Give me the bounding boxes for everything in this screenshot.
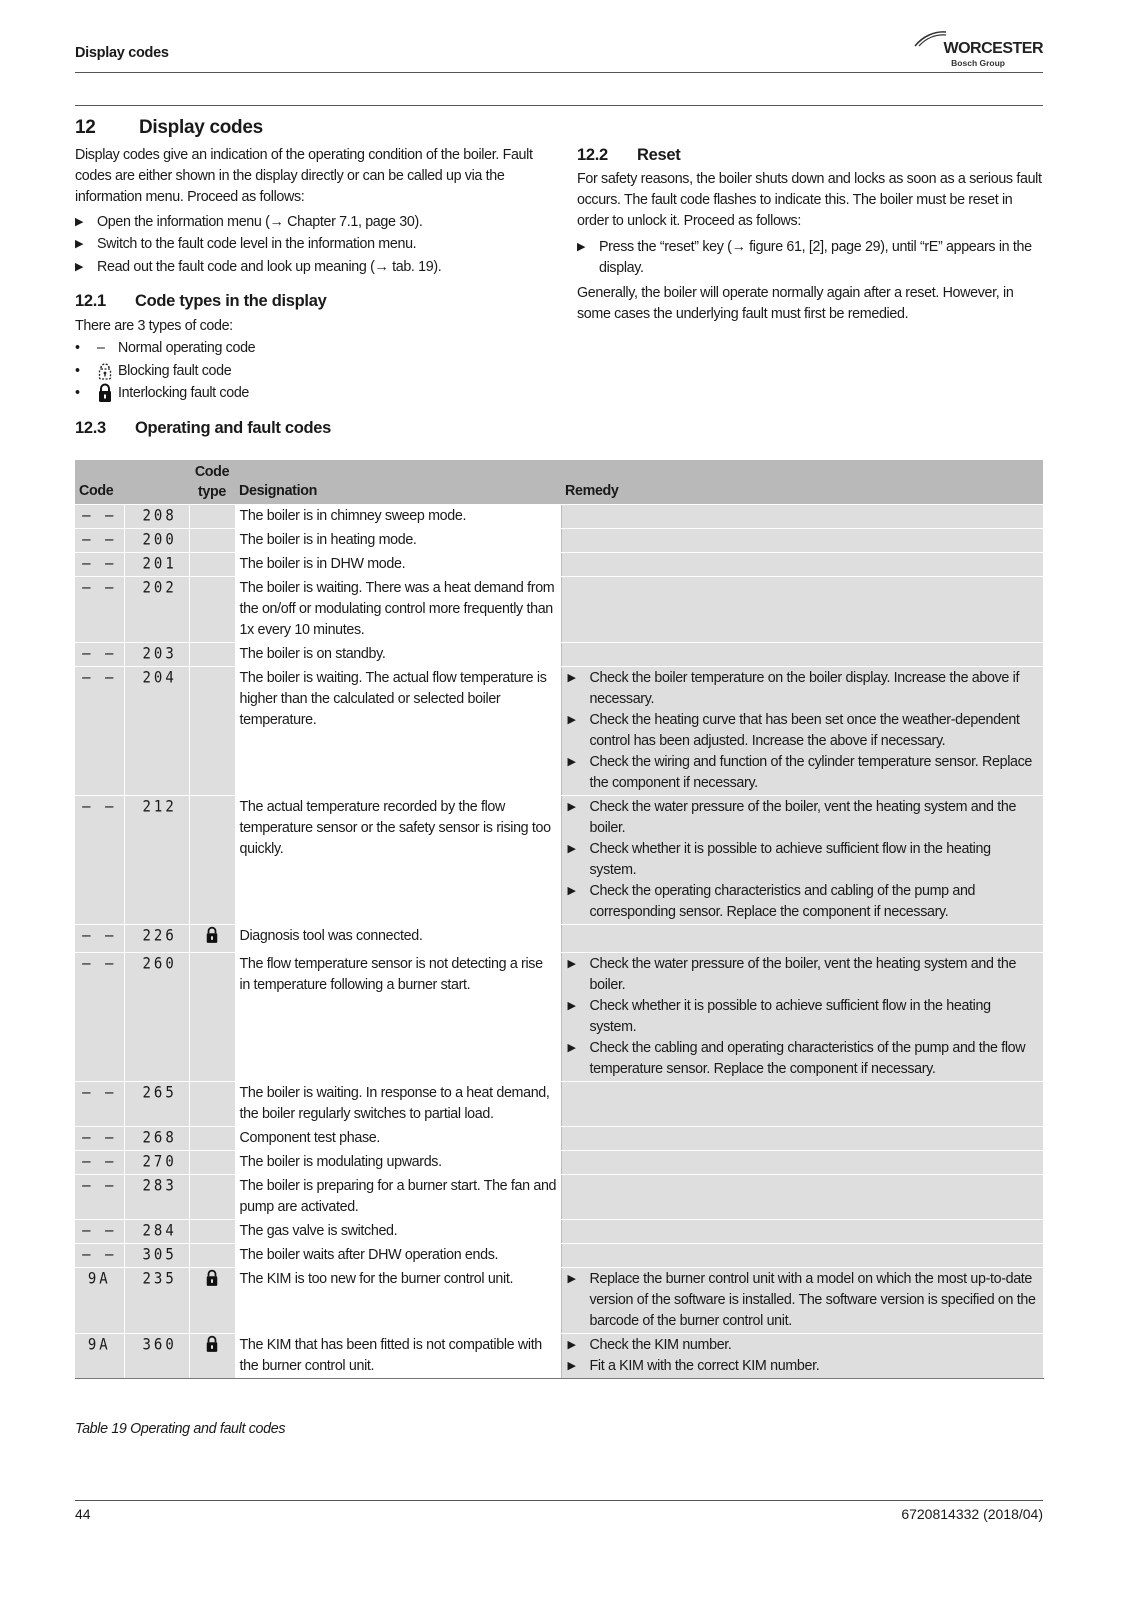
table-row <box>75 667 1043 796</box>
code-prefix-cell <box>75 1082 124 1127</box>
table-row <box>75 1334 1043 1379</box>
designation-cell: The gas valve is switched. <box>235 1220 561 1244</box>
remedy-cell <box>561 1082 1043 1127</box>
header-code: Code <box>75 460 189 505</box>
code-number-cell <box>124 1082 189 1127</box>
code-number: 268 <box>142 1128 177 1148</box>
fault-codes-table <box>75 460 1044 1379</box>
code-prefix-cell <box>75 1334 124 1379</box>
intro-step: ▶ Open the information menu (→ Chapter 7.1, page 30). <box>75 212 557 233</box>
code-number: 260 <box>142 954 177 974</box>
code-prefix: – – <box>82 1176 117 1196</box>
code-prefix-cell <box>75 1220 124 1244</box>
code-prefix-cell <box>75 925 124 953</box>
code-number: 208 <box>142 506 177 526</box>
code-number: 360 <box>142 1335 177 1355</box>
code-type-cell <box>189 505 235 529</box>
code-prefix-cell <box>75 667 124 796</box>
code-number: 201 <box>142 554 177 574</box>
bullet-arrow-icon: ▶ <box>567 714 576 726</box>
code-prefix: – – <box>82 644 117 664</box>
remedy-cell <box>561 1151 1043 1175</box>
code-number-cell <box>124 1127 189 1151</box>
remedy-cell <box>561 505 1043 529</box>
code-prefix: – – <box>82 1083 117 1103</box>
remedy-item: ▶ Check the cabling and operating characteristics of the pump and the flow temperature sensor. Replace the component if necessary. <box>567 1040 1026 1077</box>
table-row <box>75 1127 1043 1151</box>
remedy-cell <box>561 796 1043 925</box>
intro-paragraph: Display codes give an indication of the operating condition of the boiler. Fault codes are either shown in the display directly or can be called up via the information menu. Proceed as follows: <box>75 147 533 205</box>
remedy-cell <box>561 529 1043 553</box>
reset-paragraph: For safety reasons, the boiler shuts down and locks as soon as a serious fault occurs. The fault code flashes to indicate this. The boiler must be reset in order to unlock it. Proceed as follows: <box>577 171 1042 229</box>
table-row <box>75 1082 1043 1127</box>
code-number: 212 <box>142 797 177 817</box>
lock-icon <box>97 383 113 410</box>
table-row <box>75 925 1043 953</box>
table-row <box>75 1151 1043 1175</box>
remedy-cell <box>561 1268 1043 1334</box>
designation-cell: The actual temperature recorded by the flow temperature sensor or the safety sensor is rising too quickly. <box>235 796 561 925</box>
logo-subtitle: Bosch Group <box>951 58 1005 68</box>
code-type-cell <box>189 667 235 796</box>
code-type-item: • Interlocking fault code <box>75 383 375 404</box>
remedy-item: ▶ Check the heating curve that has been set once the weather-dependent control has been adjusted. Increase the above if necessary. <box>567 712 1020 749</box>
code-type-cell <box>189 796 235 925</box>
code-type-item: • Blocking fault code <box>75 361 375 382</box>
code-prefix-cell <box>75 529 124 553</box>
header-code-type: Code type <box>189 460 235 505</box>
code-number-cell <box>124 505 189 529</box>
logo-wordmark: WORCESTER <box>943 40 1043 57</box>
remedy-item: ▶ Check the water pressure of the boiler, vent the heating system and the boiler. <box>567 956 1017 993</box>
remedy-item: ▶ Fit a KIM with the correct KIM number. <box>566 1356 1039 1377</box>
remedy-item: ▶ Check whether it is possible to achieve sufficient flow in the heating system. <box>567 841 991 878</box>
table-row <box>75 953 1043 1082</box>
subsection-heading-12-2: 12.2 Reset <box>577 146 681 164</box>
code-prefix: – – <box>82 554 117 574</box>
subsection-heading-12-3: 12.3 Operating and fault codes <box>75 419 332 437</box>
remedy-cell <box>561 553 1043 577</box>
remedy-item: ▶ Replace the burner control unit with a model on which the most up-to-date version of the software is installed. The software version is specified on the barcode of the burner control unit. <box>567 1271 1036 1329</box>
code-types-lead: There are 3 types of code: <box>75 318 233 334</box>
code-number-cell <box>124 1334 189 1379</box>
code-prefix-cell <box>75 553 124 577</box>
remedy-cell <box>561 1334 1043 1379</box>
remedy-cell <box>561 1175 1043 1220</box>
bullet-arrow-icon: ▶ <box>567 1360 576 1372</box>
remedy-cell <box>561 643 1043 667</box>
code-prefix: – – <box>82 1245 117 1265</box>
code-number-cell <box>124 643 189 667</box>
code-prefix: – – <box>82 954 117 974</box>
remedy-item: ▶ Check the water pressure of the boiler, vent the heating system and the boiler. <box>567 799 1017 836</box>
remedy-cell <box>561 1127 1043 1151</box>
code-number-cell <box>124 577 189 643</box>
code-type-cell <box>189 1244 235 1268</box>
code-prefix-cell <box>75 1268 124 1334</box>
intro-step: ▶ Switch to the fault code level in the information menu. <box>75 234 557 255</box>
lock-icon <box>205 1275 219 1291</box>
table-row <box>75 577 1043 643</box>
bullet-arrow-icon: ▶ <box>567 1273 576 1285</box>
bullet-arrow-icon: ▶ <box>567 885 576 897</box>
remedy-cell <box>561 577 1043 643</box>
table-row <box>75 553 1043 577</box>
code-prefix-cell <box>75 796 124 925</box>
code-prefix: – – <box>82 578 117 598</box>
code-type-cell <box>189 1175 235 1220</box>
remedy-item: ▶ Check whether it is possible to achieve sufficient flow in the heating system. <box>567 998 991 1035</box>
code-prefix-cell <box>75 1151 124 1175</box>
designation-cell: The boiler is waiting. The actual flow temperature is higher than the calculated or selected boiler temperature. <box>235 667 561 796</box>
code-number: 265 <box>142 1083 177 1103</box>
designation-cell: The KIM is too new for the burner control unit. <box>235 1268 561 1334</box>
designation-cell: The boiler is in heating mode. <box>235 529 561 553</box>
code-prefix: 9A <box>87 1269 111 1289</box>
header-remedy: Remedy <box>561 460 1043 505</box>
designation-cell: The boiler is modulating upwards. <box>235 1151 561 1175</box>
designation-cell: The boiler waits after DHW operation ends. <box>235 1244 561 1268</box>
designation-cell: The flow temperature sensor is not detecting a rise in temperature following a burner start. <box>235 953 561 1082</box>
designation-cell: The boiler is on standby. <box>235 643 561 667</box>
table-row <box>75 1220 1043 1244</box>
designation-cell: The boiler is waiting. In response to a heat demand, the boiler regularly switches to partial load. <box>235 1082 561 1127</box>
bullet-arrow-icon: ▶ <box>75 261 84 273</box>
table-row <box>75 1175 1043 1220</box>
code-number-cell <box>124 667 189 796</box>
code-prefix: – – <box>82 1152 117 1172</box>
designation-cell: The KIM that has been fitted is not compatible with the burner control unit. <box>235 1334 561 1379</box>
code-number: 226 <box>142 926 177 946</box>
code-type-cell <box>189 953 235 1082</box>
code-prefix: – – <box>82 1128 117 1148</box>
code-type-cell <box>189 1220 235 1244</box>
designation-cell: Diagnosis tool was connected. <box>235 925 561 953</box>
worcester-logo <box>913 28 1043 70</box>
code-prefix-cell <box>75 1175 124 1220</box>
code-number-cell <box>124 953 189 1082</box>
section-divider <box>75 105 1043 106</box>
remedy-cell <box>561 953 1043 1082</box>
code-number: 202 <box>142 578 177 598</box>
header-designation: Designation <box>235 460 561 505</box>
remedy-item: ▶ Check the operating characteristics and cabling of the pump and corresponding sensor. Replace the component if necessary. <box>567 883 976 920</box>
code-number: 284 <box>142 1221 177 1241</box>
table-row <box>75 643 1043 667</box>
table-row <box>75 1268 1043 1334</box>
remedy-item: ▶ Check the wiring and function of the cylinder temperature sensor. Replace the component if necessary. <box>567 754 1033 791</box>
code-number-cell <box>124 529 189 553</box>
bullet-arrow-icon: ▶ <box>567 1042 576 1054</box>
intro-step: ▶ Read out the fault code and look up meaning (→ tab. 19). <box>75 257 557 278</box>
code-type-item: • – Normal operating code <box>75 338 375 359</box>
code-prefix: – – <box>82 506 117 526</box>
remedy-item: ▶ Check the boiler temperature on the boiler display. Increase the above if necessary. <box>567 670 1020 707</box>
designation-cell: The boiler is preparing for a burner start. The fan and pump are activated. <box>235 1175 561 1220</box>
remedy-item: ▶ Check the KIM number. <box>566 1335 1039 1356</box>
reset-note: Generally, the boiler will operate normally again after a reset. However, in some cases the underlying fault must first be remedied. <box>577 285 1014 322</box>
section-number: 12 <box>75 117 96 138</box>
section-heading <box>75 117 263 139</box>
designation-cell: Component test phase. <box>235 1127 561 1151</box>
code-type-cell <box>189 1082 235 1127</box>
code-prefix: – – <box>82 797 117 817</box>
remedy-cell <box>561 1220 1043 1244</box>
remedy-cell <box>561 667 1043 796</box>
code-prefix: – – <box>82 1221 117 1241</box>
remedy-cell <box>561 925 1043 953</box>
code-type-cell <box>189 643 235 667</box>
code-number: 200 <box>142 530 177 550</box>
code-number: 305 <box>142 1245 177 1265</box>
code-type-cell <box>189 1268 235 1334</box>
code-type-cell <box>189 1127 235 1151</box>
code-number: 235 <box>142 1269 177 1289</box>
code-prefix: – – <box>82 926 117 946</box>
code-type-cell <box>189 529 235 553</box>
bullet-arrow-icon: ▶ <box>567 801 576 813</box>
bullet-arrow-icon: ▶ <box>75 238 84 250</box>
bullet-arrow-icon: ▶ <box>75 216 84 228</box>
bullet-arrow-icon: ▶ <box>567 756 576 768</box>
bullet-arrow-icon: ▶ <box>567 1000 576 1012</box>
code-number-cell <box>124 925 189 953</box>
code-number-cell <box>124 1175 189 1220</box>
bullet-arrow-icon: ▶ <box>567 843 576 855</box>
document-reference: 6720814332 (2018/04) <box>901 1506 1043 1522</box>
code-type-cell <box>189 925 235 953</box>
code-prefix: – – <box>82 530 117 550</box>
bullet-arrow-icon: ▶ <box>567 958 576 970</box>
section-title: Display codes <box>139 117 263 138</box>
code-prefix-cell <box>75 953 124 1082</box>
code-number: 283 <box>142 1176 177 1196</box>
table-row <box>75 796 1043 925</box>
code-number: 203 <box>142 644 177 664</box>
code-number: 270 <box>142 1152 177 1172</box>
subsection-heading-12-1: 12.1 Code types in the display <box>75 292 327 310</box>
designation-cell: The boiler is in chimney sweep mode. <box>235 505 561 529</box>
code-prefix-cell <box>75 1127 124 1151</box>
designation-cell: The boiler is waiting. There was a heat demand from the on/off or modulating control more frequently than 1x every 10 minutes. <box>235 577 561 643</box>
table-header-row <box>75 460 1043 505</box>
table-row <box>75 529 1043 553</box>
lock-icon <box>205 1341 219 1357</box>
code-number-cell <box>124 553 189 577</box>
code-number-cell <box>124 1268 189 1334</box>
dash-icon: – <box>97 340 105 356</box>
code-type-cell <box>189 1334 235 1379</box>
code-type-cell <box>189 1151 235 1175</box>
page-number: 44 <box>75 1506 91 1522</box>
code-type-cell <box>189 577 235 643</box>
lock-icon <box>205 932 219 948</box>
header-title: Display codes <box>75 45 169 61</box>
bullet-arrow-icon: ▶ <box>577 241 586 253</box>
designation-cell: The boiler is in DHW mode. <box>235 553 561 577</box>
code-prefix-cell <box>75 643 124 667</box>
code-prefix-cell <box>75 577 124 643</box>
code-prefix-cell <box>75 505 124 529</box>
code-prefix-cell <box>75 1244 124 1268</box>
code-number-cell <box>124 796 189 925</box>
code-number-cell <box>124 1151 189 1175</box>
code-number-cell <box>124 1244 189 1268</box>
table-row <box>75 505 1043 529</box>
code-prefix: 9A <box>87 1335 111 1355</box>
page-header <box>75 40 1043 73</box>
table-caption: Table 19 Operating and fault codes <box>75 1421 286 1437</box>
logo-swoosh-icon <box>913 30 947 48</box>
code-prefix: – – <box>82 668 117 688</box>
reset-step: ▶ Press the “reset” key (→ figure 61, [2], page 29), until “rE” appears in the display. <box>577 239 1032 276</box>
code-number-cell <box>124 1220 189 1244</box>
code-type-cell <box>189 553 235 577</box>
bullet-arrow-icon: ▶ <box>567 1339 576 1351</box>
bullet-arrow-icon: ▶ <box>567 672 576 684</box>
code-number: 204 <box>142 668 177 688</box>
remedy-cell <box>561 1244 1043 1268</box>
table-row <box>75 1244 1043 1268</box>
footer-divider <box>75 1500 1043 1501</box>
